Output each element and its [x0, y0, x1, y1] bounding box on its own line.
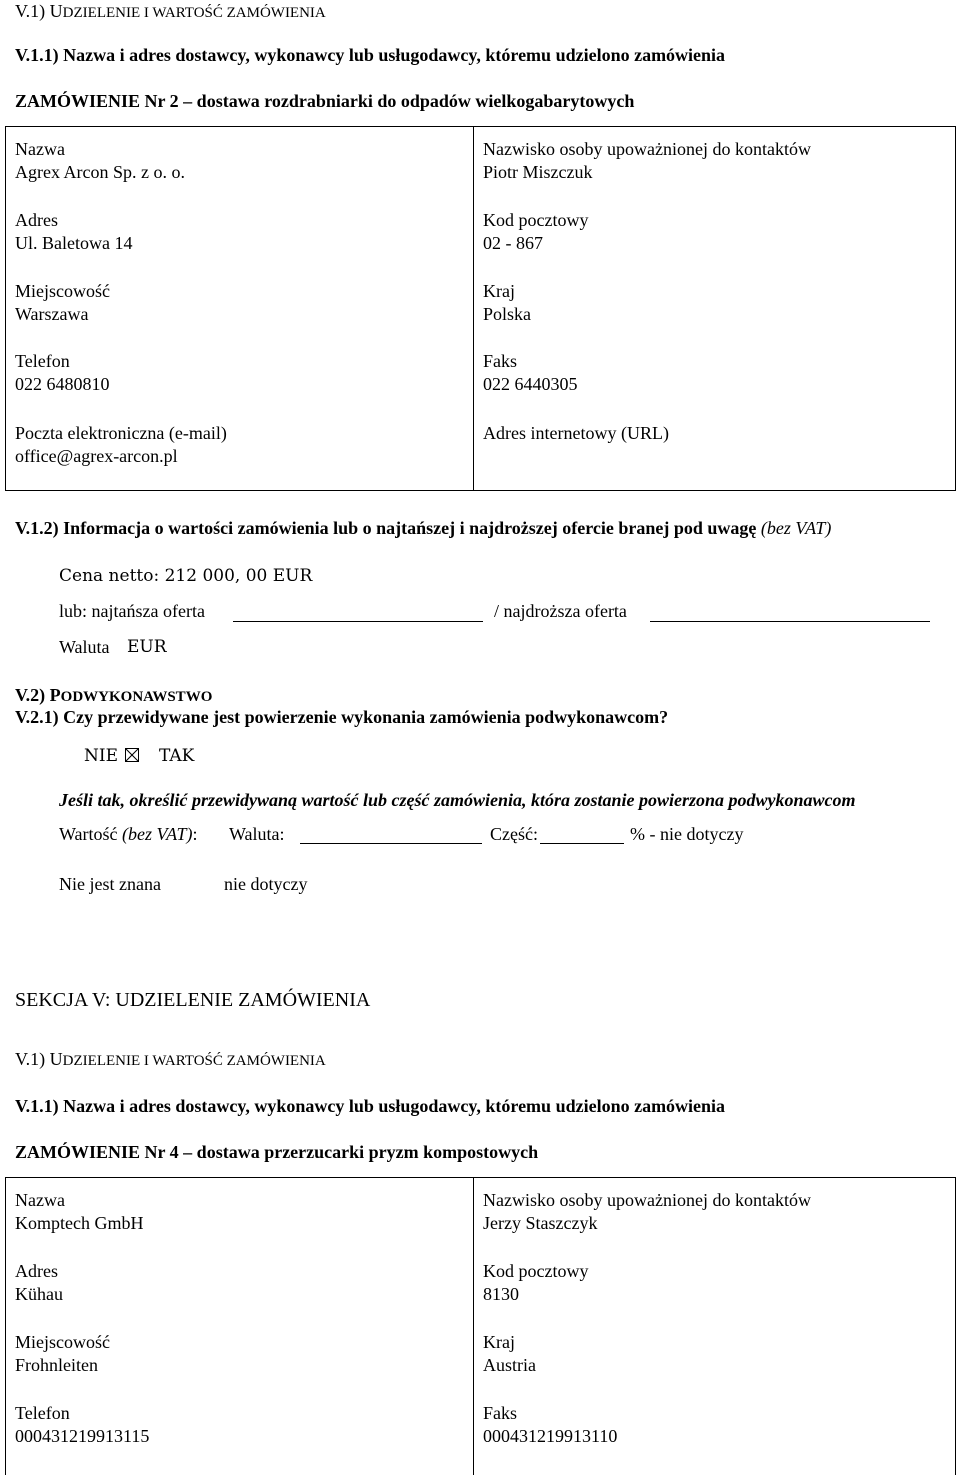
- lowest-offer-label: lub: najtańsza oferta: [59, 601, 205, 621]
- section-title: SEKCJA V: UDZIELENIE ZAMÓWIENIA: [15, 989, 371, 1011]
- subcontract-value-line: Wartość (bez VAT):: [59, 824, 198, 844]
- contractor-email: office@agrex-arcon.pl: [15, 446, 178, 466]
- field-label: Faks: [483, 351, 518, 371]
- table-divider: [473, 1178, 474, 1475]
- field-label: Kod pocztowy: [483, 210, 589, 230]
- order-title: ZAMÓWIENIE Nr 2 – dostawa rozdrabniarki do odpadów wielkogabarytowych: [15, 91, 635, 111]
- subsection-heading-v11: V.1.1) Nazwa i adres dostawcy, wykonawcy lub usługodawcy, któremu udzielono zamówienia: [15, 45, 726, 65]
- subcontract-part-blank: [540, 843, 624, 844]
- field-label: Adres internetowy (URL): [483, 423, 669, 443]
- value-heading: V.1.2) Informacja o wartości zamówienia lub o najtańszej i najdroższej ofercie branej pod uwagę (bez VAT): [15, 518, 832, 538]
- contractor-address: Ul. Baletowa 14: [15, 233, 133, 253]
- subcontract-currency-label: Waluta:: [229, 824, 285, 844]
- field-label: Faks: [483, 1403, 518, 1423]
- section-heading-v1: V.1) UDZIELENIE I WARTOŚĆ ZAMÓWIENIA: [15, 1049, 326, 1069]
- field-label: Kod pocztowy: [483, 1261, 589, 1281]
- field-label: Nazwa: [15, 139, 65, 159]
- contractor-name: Agrex Arcon Sp. z o. o.: [15, 162, 185, 182]
- fax: 022 6440305: [483, 374, 578, 394]
- field-label: Kraj: [483, 281, 515, 301]
- order-title: ZAMÓWIENIE Nr 4 – dostawa przerzucarki pryzm kompostowych: [15, 1142, 539, 1162]
- subcontract-part-label: Część:: [490, 824, 538, 844]
- postal-code: 8130: [483, 1284, 519, 1304]
- lowest-offer-blank: [233, 621, 483, 622]
- field-label: Telefon: [15, 351, 70, 371]
- table-divider: [473, 127, 474, 490]
- option-no-label: NIE: [84, 746, 118, 766]
- contractor-city: Frohnleiten: [15, 1355, 98, 1375]
- contractor-phone: 022 6480810: [15, 374, 110, 394]
- option-no-checkbox-icon[interactable]: [125, 748, 139, 762]
- unknown-label: Nie jest znana: [59, 874, 161, 894]
- field-label: Poczta elektroniczna (e-mail): [15, 423, 227, 443]
- field-label: Kraj: [483, 1332, 515, 1352]
- section-heading-v1: V.1) UDZIELENIE I WARTOŚĆ ZAMÓWIENIA: [15, 1, 326, 21]
- contact-person: Piotr Miszczuk: [483, 162, 593, 182]
- contact-person: Jerzy Staszczyk: [483, 1213, 598, 1233]
- field-label: Nazwa: [15, 1190, 65, 1210]
- postal-code: 02 - 867: [483, 233, 543, 253]
- country: Austria: [483, 1355, 536, 1375]
- currency-label: Waluta: [59, 637, 110, 657]
- currency-value: EUR: [127, 637, 167, 657]
- subcontract-percent: % - nie dotyczy: [630, 824, 744, 844]
- subcontract-instruction: Jeśli tak, określić przewidywaną wartość lub część zamówienia, która zostanie powierzona podwykonawcom: [59, 790, 856, 810]
- contractor-phone: 000431219913115: [15, 1426, 150, 1446]
- field-label: Nazwisko osoby upoważnionej do kontaktów: [483, 1190, 811, 1210]
- field-label: Adres: [15, 210, 58, 230]
- subcontract-currency-blank: [300, 843, 482, 844]
- country: Polska: [483, 304, 532, 324]
- field-label: Nazwisko osoby upoważnionej do kontaktów: [483, 139, 811, 159]
- field-label: Miejscowość: [15, 281, 110, 301]
- contractor-city: Warszawa: [15, 304, 89, 324]
- subsection-heading-v11: V.1.1) Nazwa i adres dostawcy, wykonawcy lub usługodawcy, któremu udzielono zamówienia: [15, 1096, 726, 1116]
- net-price: Cena netto: 212 000, 00 EUR: [59, 566, 313, 586]
- unknown-value: nie dotyczy: [224, 874, 308, 894]
- field-label: Adres: [15, 1261, 58, 1281]
- option-yes-label: TAK: [159, 746, 195, 766]
- field-label: Miejscowość: [15, 1332, 110, 1352]
- contractor-name: Komptech GmbH: [15, 1213, 144, 1233]
- subcontract-heading: V.2) PODWYKONAWSTWO: [15, 685, 213, 705]
- fax: 000431219913110: [483, 1426, 618, 1446]
- contractor-address: Kühau: [15, 1284, 63, 1304]
- highest-offer-blank: [650, 621, 930, 622]
- field-label: Telefon: [15, 1403, 70, 1423]
- subcontract-question: V.2.1) Czy przewidywane jest powierzenie wykonania zamówienia podwykonawcom?: [15, 707, 669, 727]
- highest-offer-label: / najdroższa oferta: [494, 601, 627, 621]
